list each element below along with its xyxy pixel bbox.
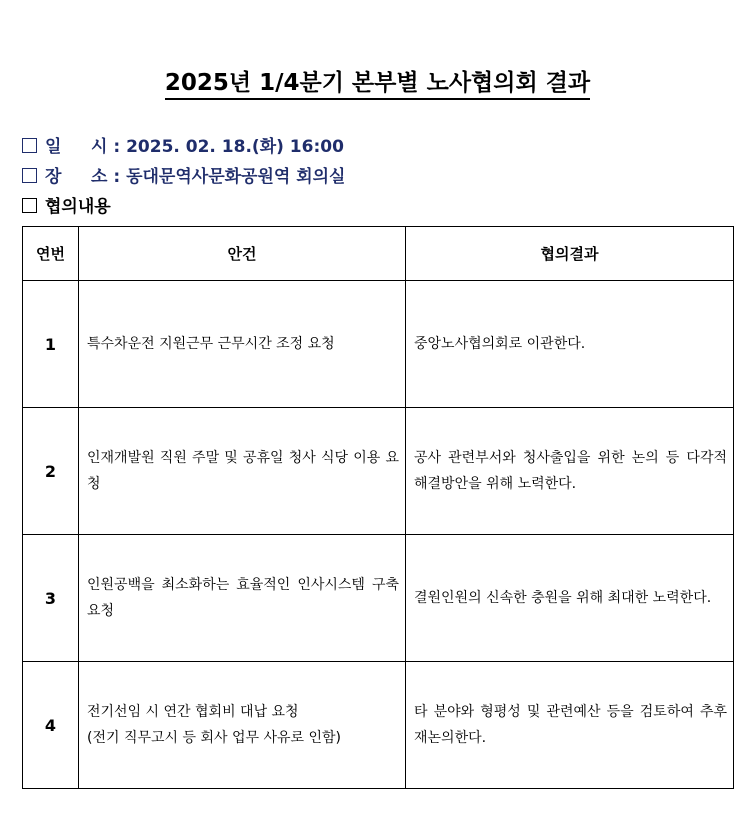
checkbox-square-icon xyxy=(22,138,37,153)
row-number: 4 xyxy=(23,662,79,789)
row-agenda: 전기선임 시 연간 협회비 대납 요청 xyxy=(87,704,299,720)
table-row xyxy=(23,408,734,535)
agenda-table xyxy=(22,226,734,789)
row-agenda: 특수차운전 지원근무 근무시간 조정 요청 xyxy=(79,281,406,408)
header-result: 협의결과 xyxy=(406,227,734,281)
row-result: 타 분야와 형평성 및 관련예산 등을 검토하여 추후 재논의한다. xyxy=(406,662,734,789)
place-label: 장 소 xyxy=(45,167,108,187)
table-row xyxy=(23,281,734,408)
row-result: 중앙노사협의회로 이관한다. xyxy=(406,281,734,408)
row-result: 결원인원의 신속한 충원을 위해 최대한 노력한다. xyxy=(406,535,734,662)
date-value: 2025. 02. 18.(화) 16:00 xyxy=(126,137,344,157)
row-number: 3 xyxy=(23,535,79,662)
row-agenda: 인원공백을 최소화하는 효율적인 인사시스템 구축 요청 xyxy=(79,535,406,662)
table-row xyxy=(23,535,734,662)
row-agenda: 인재개발원 직원 주말 및 공휴일 청사 식당 이용 요청 xyxy=(79,408,406,535)
row-number: 2 xyxy=(23,408,79,535)
header-agenda: 안건 xyxy=(79,227,406,281)
table-header-row xyxy=(23,227,734,281)
place-line: 장 소 : 동대문역사문화공원역 회의실 xyxy=(22,162,345,187)
document-title: 2025년 1/4분기 본부별 노사협의회 결과 xyxy=(0,64,755,97)
table-row xyxy=(23,662,734,789)
date-line: 일 시 : 2025. 02. 18.(화) 16:00 xyxy=(22,132,344,157)
place-value: 동대문역사문화공원역 회의실 xyxy=(126,167,346,187)
checkbox-square-icon xyxy=(22,168,37,183)
content-heading: 협의내용 xyxy=(22,192,111,217)
header-no: 연번 xyxy=(23,227,79,281)
checkbox-square-icon xyxy=(22,198,37,213)
date-label: 일 시 xyxy=(45,137,108,157)
row-agenda-note: (전기 직무고시 등 회사 업무 사유로 인함) xyxy=(87,730,342,746)
row-agenda-cell xyxy=(79,662,406,789)
row-result: 공사 관련부서와 청사출입을 위한 논의 등 다각적 해결방안을 위해 노력한다. xyxy=(406,408,734,535)
row-number: 1 xyxy=(23,281,79,408)
